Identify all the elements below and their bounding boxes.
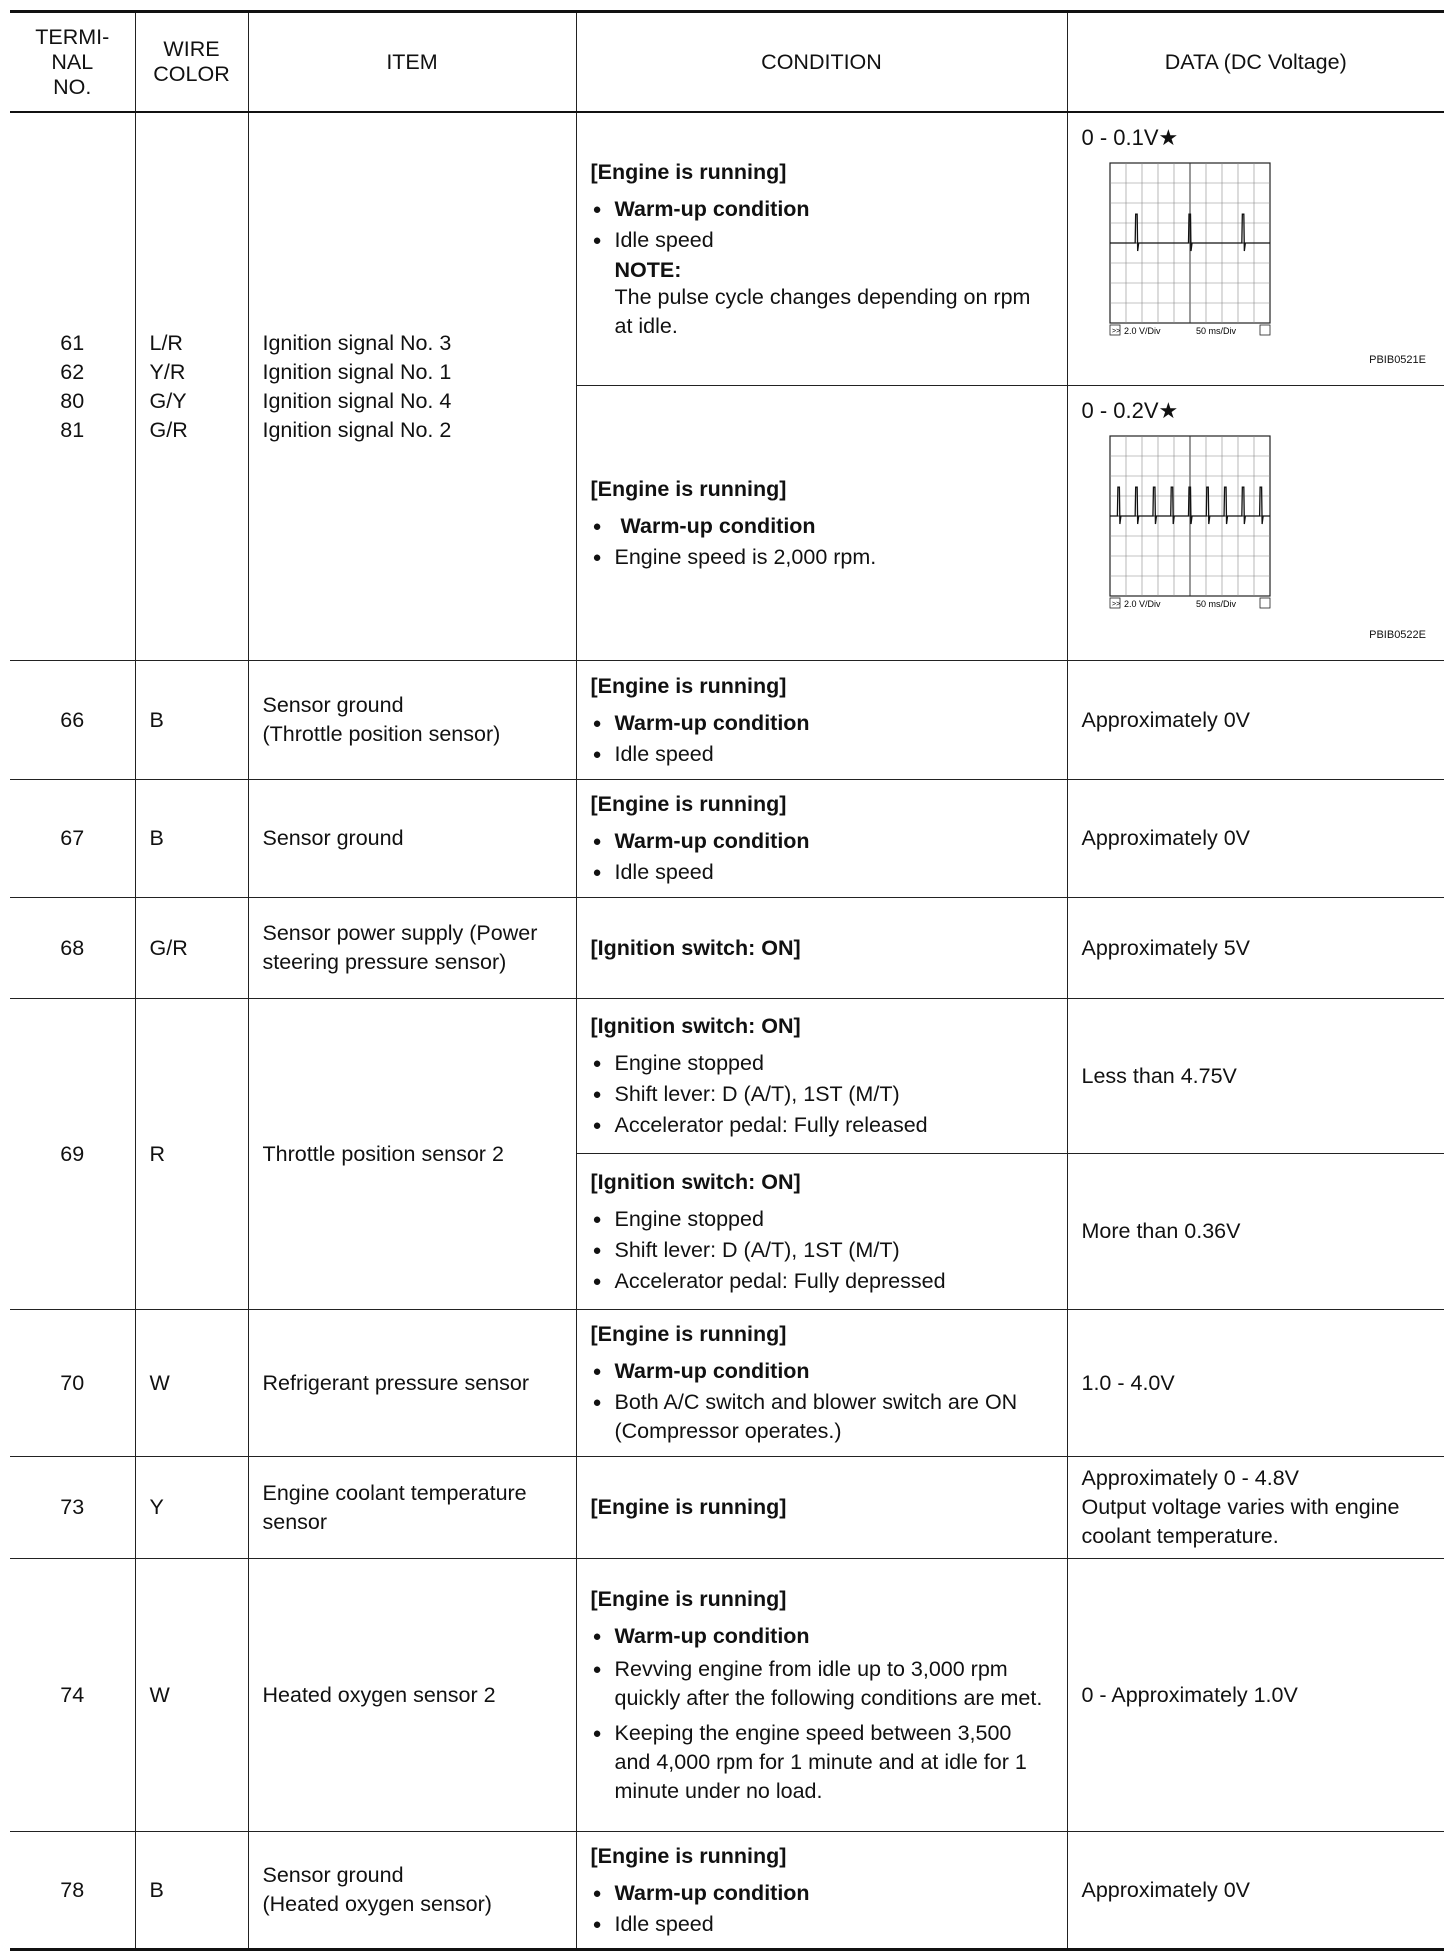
terminal-cell: 67 [10, 780, 135, 898]
terminal-table [10, 10, 1444, 1951]
trigger-box [1260, 598, 1270, 608]
condition-header: [Engine is running] [590, 159, 787, 184]
waveform-panel [1068, 386, 1445, 660]
terminal-cell: 68 [10, 898, 135, 999]
header-terminal: TERMI- NAL NO. [10, 12, 135, 113]
wire-color-cell: R [135, 999, 248, 1310]
condition-bullet: ● Warm-up condition [591, 1879, 1053, 1908]
condition-header: [Ignition switch: ON] [590, 1014, 801, 1038]
condition-bullet: ● Warm-up condition [591, 1622, 1053, 1651]
item-cell: Engine coolant temperature sensor [248, 1457, 576, 1559]
figure-code: PBIB0522E [1369, 629, 1426, 641]
condition-bullet: ● Warm-up condition [591, 512, 1053, 541]
volt-per-div-label: 2.0 V/Div [1123, 599, 1161, 609]
condition-bullet: ● Keeping the engine speed between 3,500 and 4,000 rpm for 1 minute and at idle for 1 minute under no load. [591, 1719, 1053, 1806]
condition-cell: [Ignition switch: ON] [576, 898, 1067, 999]
terminal-cell: 66 [10, 661, 135, 780]
table-row [10, 1457, 1444, 1559]
wire-color-cell: B [135, 780, 248, 898]
header-item: ITEM [248, 12, 576, 113]
condition-header: [Ignition switch: ON] [590, 1169, 801, 1194]
condition-bullet: ● Both A/C switch and blower switch are ON (Compressor operates.) [591, 1388, 1053, 1446]
volt-per-div-label: 2.0 V/Div [1123, 326, 1161, 336]
condition-cell [576, 386, 1067, 661]
wire-color-cell: W [135, 1559, 248, 1832]
condition-bullet: ● Idle speed [591, 858, 1053, 887]
condition-bullet: ● Engine stopped [591, 1049, 1053, 1078]
condition-header: [Engine is running] [590, 792, 787, 816]
condition-cell [576, 1559, 1067, 1832]
item-cell: Heated oxygen sensor 2 [248, 1559, 576, 1832]
condition-cell [576, 999, 1067, 1154]
condition-bullet: ● Warm-up condition [591, 195, 1053, 224]
condition-cell [576, 661, 1067, 780]
wire-color-cell: G/R [135, 898, 248, 999]
data-cell: More than 0.36V [1067, 1154, 1444, 1310]
table-row [10, 780, 1444, 898]
header-wire-color: WIRE COLOR [135, 12, 248, 113]
wire-color-cell: B [135, 1832, 248, 1950]
data-cell: Approximately 0V [1067, 661, 1444, 780]
condition-header: [Engine is running] [590, 1322, 787, 1346]
terminal-cell: 61 62 80 81 [10, 112, 135, 661]
data-cell: 0 - Approximately 1.0V [1067, 1559, 1444, 1832]
condition-cell [576, 1832, 1067, 1950]
data-cell: Less than 4.75V [1067, 999, 1444, 1154]
condition-header: [Engine is running] [590, 673, 787, 698]
wire-color-cell: B [135, 661, 248, 780]
condition-bullet: ● Idle speed [591, 740, 1053, 769]
oscilloscope-waveform [1106, 432, 1274, 614]
trigger-box [1260, 325, 1270, 335]
waveform-voltage-label: 0 - 0.1V★ [1081, 125, 1179, 150]
item-cell: Sensor ground [248, 780, 576, 898]
condition-bullet: ● Shift lever: D (A/T), 1ST (M/T) [591, 1236, 1053, 1265]
waveform-voltage-label: 0 - 0.2V★ [1081, 398, 1179, 423]
note-text: The pulse cycle changes depending on rpm at idle. [614, 284, 1031, 338]
condition-bullet: ● Revving engine from idle up to 3,000 rpm quickly after the following conditions are met. [591, 1655, 1053, 1713]
item-cell: Sensor power supply (Power steering pressure sensor) [248, 898, 576, 999]
condition-bullet: ● Idle speed [591, 226, 1053, 255]
condition-cell [576, 780, 1067, 898]
wire-color-cell: L/R Y/R G/Y G/R [135, 112, 248, 661]
wire-color-cell: W [135, 1310, 248, 1457]
condition-bullet: ● Warm-up condition [591, 1357, 1053, 1386]
item-cell: Sensor ground (Heated oxygen sensor) [248, 1832, 576, 1950]
terminal-cell: 73 [10, 1457, 135, 1559]
condition-bullet: ● Accelerator pedal: Fully depressed [591, 1267, 1053, 1296]
wire-color-cell: Y [135, 1457, 248, 1559]
condition-bullet: ● Warm-up condition [591, 709, 1053, 738]
data-cell: Approximately 0 - 4.8V Output voltage varies with engine coolant temperature. [1067, 1457, 1444, 1559]
terminal-cell: 69 [10, 999, 135, 1310]
condition-bullet: ● Warm-up condition [591, 827, 1053, 856]
table-row [10, 999, 1444, 1154]
condition-cell [576, 1154, 1067, 1310]
condition-cell [576, 112, 1067, 386]
figure-code: PBIB0521E [1369, 354, 1426, 366]
item-cell: Refrigerant pressure sensor [248, 1310, 576, 1457]
table-row [10, 1832, 1444, 1950]
terminal-cell: 70 [10, 1310, 135, 1457]
condition-bullet: ● Engine speed is 2,000 rpm. [591, 543, 1053, 572]
item-cell: Sensor ground (Throttle position sensor) [248, 661, 576, 780]
item-cell: Throttle position sensor 2 [248, 999, 576, 1310]
header-row [10, 12, 1444, 113]
waveform-cell [1067, 112, 1444, 386]
data-cell: 1.0 - 4.0V [1067, 1310, 1444, 1457]
condition-bullet: ● Engine stopped [591, 1205, 1053, 1234]
item-cell: Ignition signal No. 3 Ignition signal No. 1 Ignition signal No. 4 Ignition signal No. 2 [248, 112, 576, 661]
terminal-cell: 74 [10, 1559, 135, 1832]
condition-bullet: ● Idle speed [591, 1910, 1053, 1939]
condition-cell: [Engine is running] [576, 1457, 1067, 1559]
channel-marker: >> [1111, 601, 1120, 608]
condition-header: [Engine is running] [590, 1586, 787, 1611]
table-row [10, 661, 1444, 780]
header-data: DATA (DC Voltage) [1067, 12, 1444, 113]
terminal-cell: 78 [10, 1832, 135, 1950]
condition-bullet: ● Shift lever: D (A/T), 1ST (M/T) [591, 1080, 1053, 1109]
data-cell: Approximately 5V [1067, 898, 1444, 999]
condition-header: [Engine is running] [590, 476, 787, 501]
oscilloscope-waveform [1106, 159, 1274, 341]
header-condition: CONDITION [576, 12, 1067, 113]
table-row [10, 1559, 1444, 1832]
data-cell: Approximately 0V [1067, 1832, 1444, 1950]
condition-cell [576, 1310, 1067, 1457]
channel-marker: >> [1111, 328, 1120, 335]
table-row [10, 898, 1444, 999]
condition-header: [Engine is running] [590, 1843, 787, 1868]
condition-bullet: ● Accelerator pedal: Fully released [591, 1111, 1053, 1140]
table-row [10, 112, 1444, 386]
time-per-div-label: 50 ms/Div [1195, 326, 1236, 336]
waveform-panel [1068, 113, 1445, 385]
waveform-cell [1067, 386, 1444, 661]
time-per-div-label: 50 ms/Div [1195, 599, 1236, 609]
note-title: NOTE: [614, 257, 682, 282]
data-cell: Approximately 0V [1067, 780, 1444, 898]
table-row [10, 1310, 1444, 1457]
